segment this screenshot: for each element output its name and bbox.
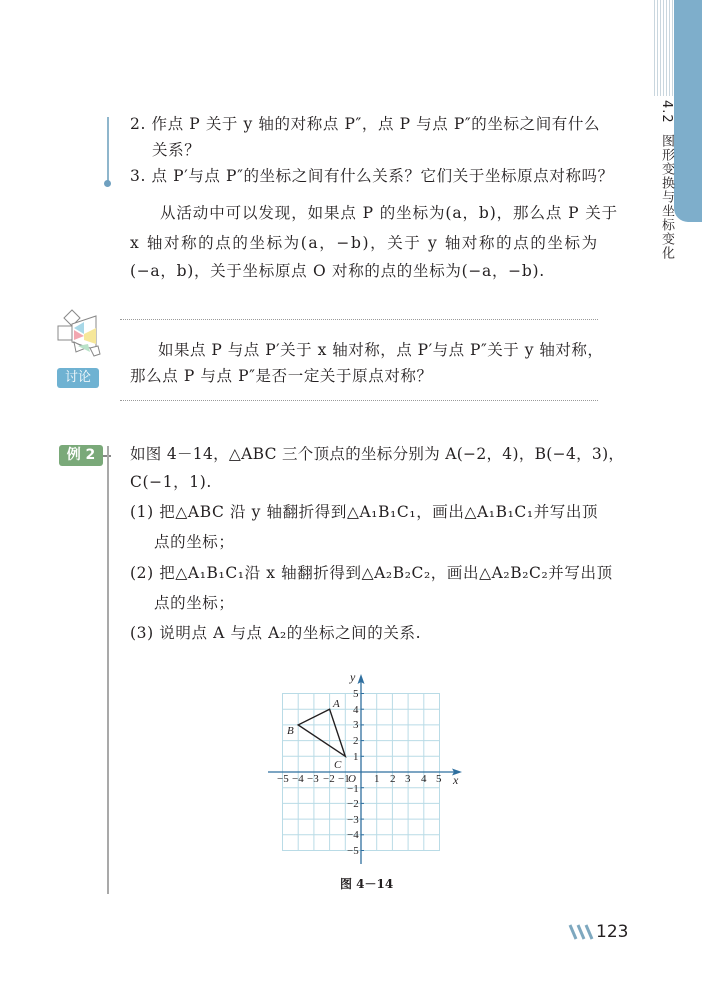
axes <box>268 680 456 864</box>
figure-caption: 图 4－14 <box>340 877 394 891</box>
section-side-title <box>654 100 674 260</box>
svg-text:1: 1 <box>374 773 380 785</box>
example-part1-line2: 点的坐标； <box>154 533 235 551</box>
svg-text:3: 3 <box>353 719 359 731</box>
example-margin-bar <box>107 446 109 894</box>
svg-text:O: O <box>348 773 356 785</box>
page-stripes-icon <box>568 922 596 942</box>
chapter-side-tab <box>674 0 702 222</box>
example-part2-line1: (2) 把△A₁B₁C₁沿 x 轴翻折得到△A₂B₂C₂，画出△A₂B₂C₂并写出顶 <box>130 564 613 582</box>
discussion-bottom-divider <box>120 400 598 401</box>
svg-text:−2: −2 <box>347 798 359 810</box>
svg-text:x: x <box>453 773 459 787</box>
question-2-line2: 关系？ <box>152 141 201 159</box>
svg-text:−5: −5 <box>347 845 359 857</box>
question-2-line1: 2. 作点 P 关于 y 轴的对称点 P″，点 P 与点 P″的坐标之间有什么 <box>130 115 601 133</box>
svg-text:4: 4 <box>421 773 427 785</box>
section-title: 图形变换与坐标变化 <box>659 133 674 260</box>
svg-text:−3: −3 <box>347 814 359 826</box>
tangram-megaphone-icon <box>50 308 110 366</box>
question-3: 3. 点 P′与点 P″的坐标之间有什么关系？它们关于坐标原点对称吗？ <box>130 167 614 185</box>
side-decorative-stripes <box>652 0 674 96</box>
svg-text:4: 4 <box>353 704 359 716</box>
svg-text:y: y <box>350 670 356 684</box>
coordinate-plane-figure <box>262 668 468 868</box>
svg-text:A: A <box>333 698 340 710</box>
discussion-line2: 那么点 P 与点 P″是否一定关于原点对称？ <box>130 367 433 385</box>
example-part2-line2: 点的坐标； <box>154 594 235 612</box>
svg-text:−1: −1 <box>338 773 350 785</box>
svg-text:3: 3 <box>405 773 411 785</box>
svg-text:−1: −1 <box>347 783 359 795</box>
discussion-line1: 如果点 P 与点 P′关于 x 轴对称，点 P′与点 P″关于 y 轴对称， <box>158 341 604 359</box>
axis-tick-labels <box>277 670 459 857</box>
svg-text:2: 2 <box>390 773 396 785</box>
example-line2: C(−1，1). <box>130 473 212 491</box>
svg-text:5: 5 <box>436 773 442 785</box>
section-number: 4.2 <box>659 100 674 124</box>
conclusion-line2: x 轴对称的点的坐标为(a，−b)，关于 y 轴对称的点的坐标为 <box>130 234 599 252</box>
example-line1: 如图 4－14，△ABC 三个顶点的坐标分别为 A(−2，4)，B(−4，3)， <box>130 445 625 463</box>
example-part1-line1: (1) 把△ABC 沿 y 轴翻折得到△A₁B₁C₁，画出△A₁B₁C₁并写出顶 <box>130 503 599 521</box>
svg-text:−2: −2 <box>323 773 335 785</box>
conclusion-line3: (−a，b)，关于坐标原点 O 对称的点的坐标为(−a，−b). <box>130 262 545 280</box>
questions-margin-bar <box>107 117 109 185</box>
triangle-abc <box>298 709 345 756</box>
example-part3: (3) 说明点 A 与点 A₂的坐标之间的关系. <box>130 624 422 642</box>
svg-text:−4: −4 <box>347 829 359 841</box>
svg-text:1: 1 <box>353 751 359 763</box>
svg-text:−3: −3 <box>307 773 319 785</box>
discussion-badge: 讨论 <box>57 368 99 388</box>
svg-text:5: 5 <box>353 688 359 700</box>
conclusion-line1: 从活动中可以发现，如果点 P 的坐标为(a，b)，那么点 P 关于 <box>160 204 619 222</box>
svg-text:C: C <box>334 759 342 771</box>
svg-text:−5: −5 <box>277 773 289 785</box>
svg-text:B: B <box>287 725 294 737</box>
page-number: 123 <box>596 922 629 942</box>
svg-text:2: 2 <box>353 735 359 747</box>
svg-text:−4: −4 <box>292 773 304 785</box>
questions-margin-dot <box>104 180 111 187</box>
discussion-top-divider <box>120 319 598 320</box>
example-badge: 例 2 <box>59 445 103 466</box>
